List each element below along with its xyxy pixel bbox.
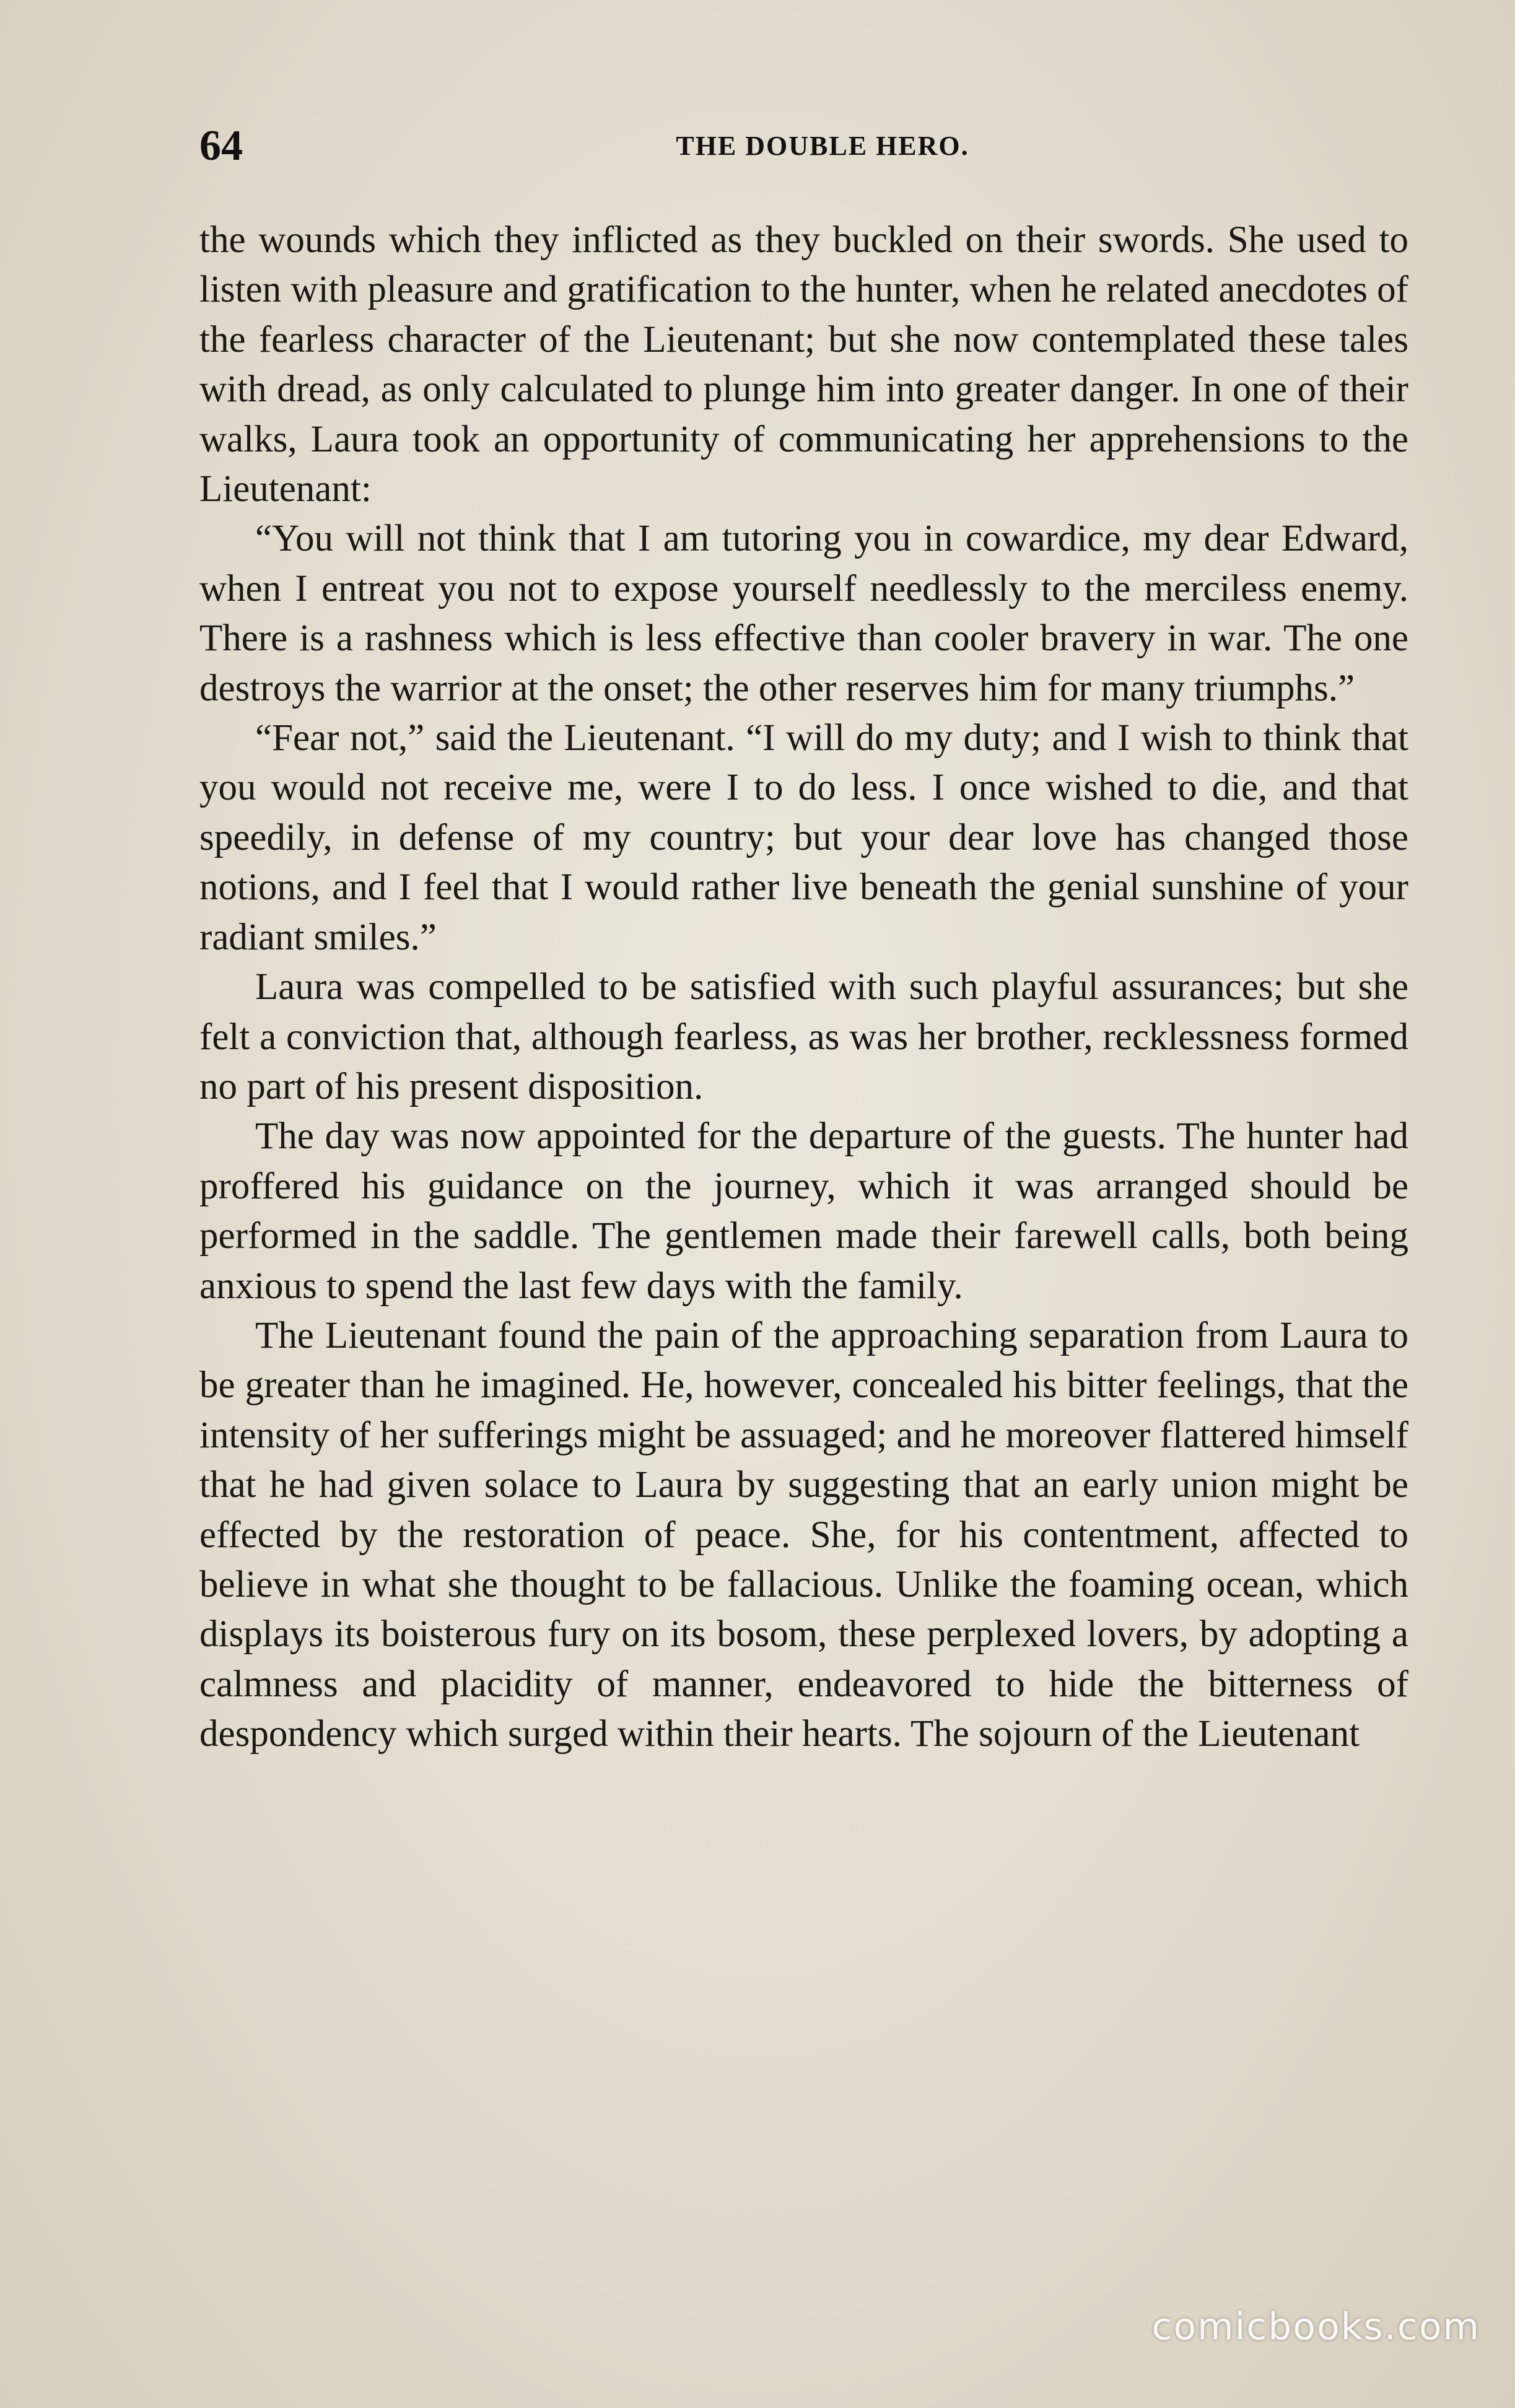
running-title: THE DOUBLE HERO. [676, 131, 969, 161]
paragraph: The Lieutenant found the pain of the approaching separation from Laura to be greater than he imagined. He, however, concealed his bitter feelings, that the intensity of her sufferings might be assuaged; and he moreover flattered himself that he had given solace to Laura by suggesting that an early union might be effected by the restoration of peace. She, for his contentment, affected to believe in what she thought to be fallacious. Unlike the foaming ocean, which displays its boisterous fury on its bosom, these perplexed lovers, by adopting a calmness and placidity of manner, endeavored to hide the bitterness of despondency which surged within their hearts. The sojourn of the Lieutenant [199, 1314, 1408, 1755]
paragraph: the wounds which they inflicted as they buckled on their swords. She used to listen with pleasure and gratification to the hunter, when he related anecdotes of the fearless character of the Lieutenant; but she now contemplated these tales with dread, as only calculated to plunge him into greater danger. In one of their walks, Laura took an opportunity of communicating her apprehensions to the Lieutenant: [199, 219, 1408, 510]
paragraph: The day was now appointed for the departure of the guests. The hunter had proffered his guidance on the journey, which it was arranged should be performed in the saddle. The gentlemen made their farewell calls, both being anxious to spend the last few days with the family. [199, 1115, 1408, 1307]
page-header [199, 121, 1408, 171]
page-number: 64 [199, 122, 243, 170]
paragraph: Laura was compelled to be satisfied with such playful assurances; but she felt a conviction that, although fearless, as was her brother, recklessness formed no part of his present disposition. [199, 966, 1408, 1107]
watermark: comicbooks.com [1151, 2305, 1480, 2349]
paragraph: “You will not think that I am tutoring you in cowardice, my dear Edward, when I entreat you not to expose yourself needlessly to the merciless enemy. There is a rashness which is less effective than cooler bravery in war. The one destroys the warrior at the onset; the other reserves him for many triumphs.” [199, 518, 1408, 709]
body-text [199, 216, 1408, 1760]
paragraph: “Fear not,” said the Lieutenant. “I will do my duty; and I wish to think that you would not receive me, were I to do less. I once wished to die, and that speedily, in defense of my country; but your dear love has changed those notions, and I feel that I would rather live beneath the genial sunshine of your radiant smiles.” [199, 717, 1408, 958]
